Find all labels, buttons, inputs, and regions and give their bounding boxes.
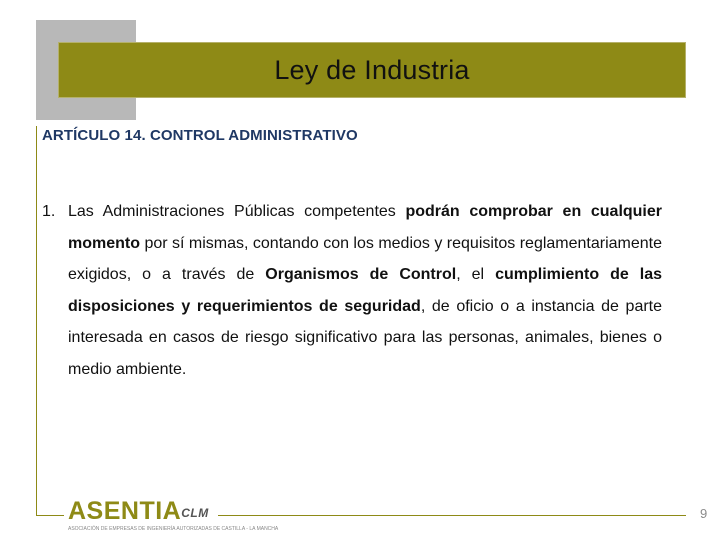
title-bar: [58, 42, 686, 98]
paragraph-bold-run: podrán comprobar en cualquier momento: [68, 203, 663, 252]
logo-main-text: ASENTIA: [68, 497, 182, 525]
paragraph-run: , de oficio o a instancia de parte interesada en casos de riesgo significativo para las personas, animales, bienes o medio ambiente.: [68, 297, 663, 378]
paragraph-bold-run: Organismos de Control: [265, 266, 457, 283]
slide-title: Ley de Industria: [274, 54, 470, 85]
paragraph-run: por sí mismas, contando con los medios y requisitos reglamentariamente exigidos, o a través de: [68, 234, 663, 283]
article-paragraph: [68, 196, 662, 385]
article-heading: ARTÍCULO 14. CONTROL ADMINISTRATIVO: [42, 127, 358, 144]
logo-superscript: CLM: [181, 506, 209, 520]
asentia-logo: [68, 498, 278, 534]
paragraph-run: , el: [456, 266, 496, 283]
logo-subtitle: ASOCIACIÓN DE EMPRESAS DE INGENIERÍA AUTORIZADAS DE CASTILLA - LA MANCHA: [68, 526, 279, 532]
paragraph-bold-run: cumplimiento de las disposiciones y requerimientos de seguridad: [68, 266, 663, 315]
page-number: 9: [700, 506, 708, 521]
left-divider: [36, 126, 37, 516]
bottom-divider-left: [36, 515, 64, 516]
list-number: 1.: [42, 203, 56, 220]
bottom-divider-right: [218, 515, 686, 516]
paragraph-run: Las Administraciones Públicas competentes: [68, 203, 406, 220]
